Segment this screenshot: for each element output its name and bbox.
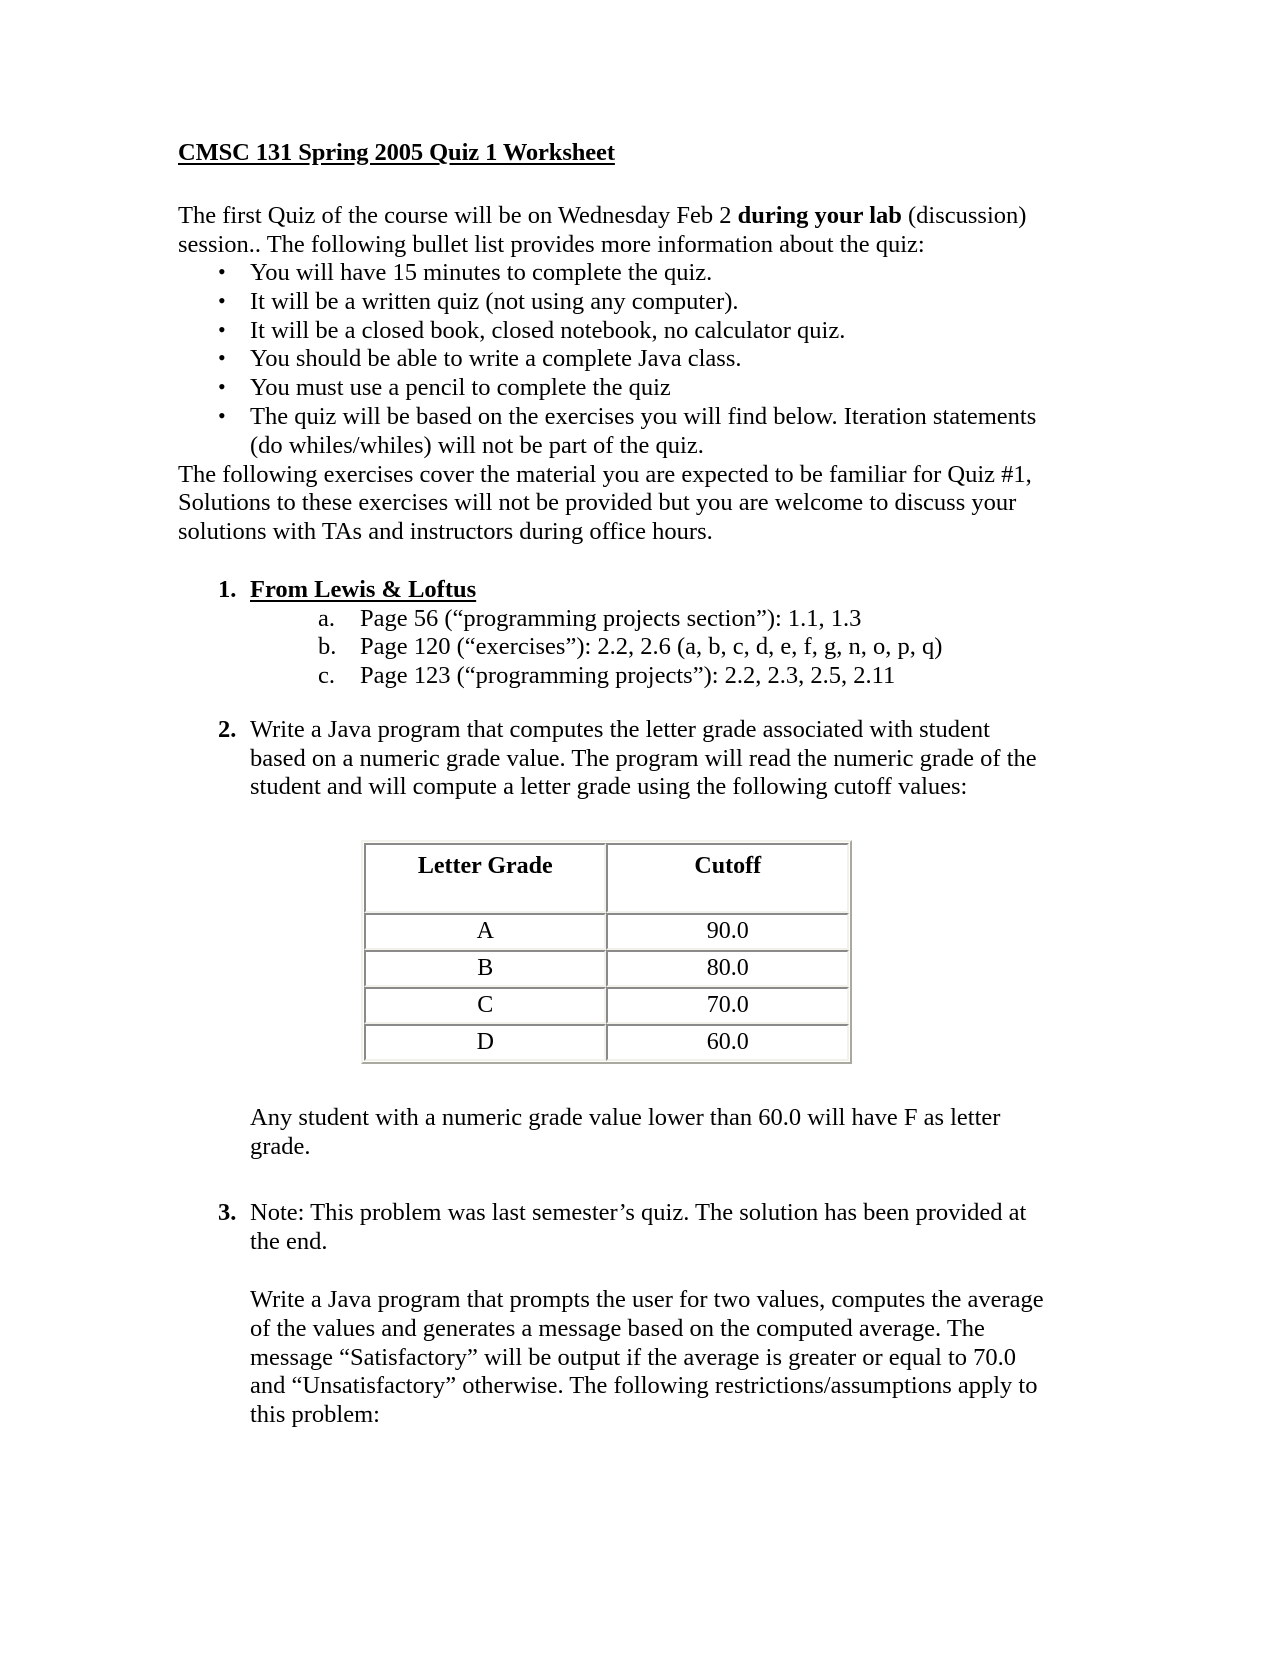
list-item: • You must use a pencil to complete the quiz (178, 374, 1044, 403)
subitem-text: Page 120 (“exercises”): 2.2, 2.6 (a, b, c, d, e, f, g, n, o, p, q) (360, 633, 943, 661)
column-header-letter-grade: Letter Grade (364, 843, 606, 913)
list-item (250, 662, 1044, 690)
list-item: • You will have 15 minutes to complete the quiz. (178, 259, 1044, 288)
after-table-paragraph: Any student with a numeric grade value lower than 60.0 will have F as letter grade. (250, 1104, 1001, 1160)
list-item: • The quiz will be based on the exercises you will find below. Iteration statements (do whiles/whiles) will not be part of the quiz. (178, 403, 1044, 461)
exercise-1-subitems (250, 605, 1044, 690)
table-row (364, 950, 849, 987)
subitem-text: Page 56 (“programming projects section”): 1.1, 1.3 (360, 605, 862, 633)
subitem-text: Page 123 (“programming projects”): 2.2, 2.3, 2.5, 2.11 (360, 661, 896, 689)
grade-table-container (361, 840, 1044, 1064)
exercise-item-2 (178, 716, 1044, 802)
exercise-marker: 1. (218, 576, 237, 604)
intro-paragraph (178, 202, 1044, 259)
exercise-text: Note: This problem was last semester’s quiz. The solution has been provided at the end. (250, 1199, 1027, 1255)
intro-part1: The first Quiz of the course will be on Wednesday Feb 2 (178, 201, 738, 229)
table-header-row (364, 843, 849, 913)
exercise-text: Write a Java program that computes the letter grade associated with student based on a numeric grade value. The program will read the numeric grade of the student and will compute a letter grade using the following cutoff values: (250, 716, 1037, 801)
list-item: • It will be a closed book, closed notebook, no calculator quiz. (178, 317, 1044, 346)
exercise-marker: 3. (218, 1199, 237, 1227)
column-header-cutoff: Cutoff (606, 843, 849, 913)
quiz-info-bullet-list (178, 259, 1044, 461)
exercise-list-continued (178, 1199, 1044, 1256)
intro-part2: (discussion) session.. The following bullet list provides more information about the quiz: (178, 201, 1027, 258)
subitem-marker: b. (318, 633, 337, 661)
cell-cutoff: 80.0 (606, 950, 849, 987)
exercise-item-3 (178, 1199, 1044, 1256)
cell-letter-grade: A (364, 913, 606, 950)
cell-letter-grade: D (364, 1024, 606, 1061)
cell-cutoff: 70.0 (606, 987, 849, 1024)
exercises-intro-paragraph: The following exercises cover the material you are expected to be familiar for Quiz #1, Solutions to these exercises will not be provided but you are welcome to discuss your solutions with TAs and instructors during office hours. (178, 460, 1032, 545)
cell-cutoff: 90.0 (606, 913, 849, 950)
subitem-marker: a. (318, 605, 335, 633)
intro-bold-phrase: during your lab (737, 201, 902, 229)
list-item (250, 633, 1044, 661)
cell-cutoff: 60.0 (606, 1024, 849, 1061)
exercise-3-followup-paragraph: Write a Java program that prompts the user for two values, computes the average of the values and generates a message based on the computed average. The message “Satisfactory” will be output if the average is greater or equal to 70.0 and “Unsatisfactory” otherwise. The following restrictions/assumptions apply to this problem: (250, 1286, 1044, 1428)
page-title: CMSC 131 Spring 2005 Quiz 1 Worksheet (178, 139, 615, 166)
exercise-list (178, 576, 1044, 802)
cell-letter-grade: C (364, 987, 606, 1024)
list-item: • You should be able to write a complete Java class. (178, 345, 1044, 374)
exercise-marker: 2. (218, 716, 237, 744)
table-row (364, 987, 849, 1024)
table-row (364, 913, 849, 950)
subitem-marker: c. (318, 661, 335, 689)
list-item: • It will be a written quiz (not using any computer). (178, 288, 1044, 317)
letter-grade-cutoff-table (361, 840, 852, 1064)
exercise-heading: From Lewis & Loftus (250, 576, 477, 604)
spacer (178, 690, 1044, 716)
table-row (364, 1024, 849, 1061)
exercise-item-1 (178, 576, 1044, 690)
cell-letter-grade: B (364, 950, 606, 987)
list-item (250, 605, 1044, 633)
